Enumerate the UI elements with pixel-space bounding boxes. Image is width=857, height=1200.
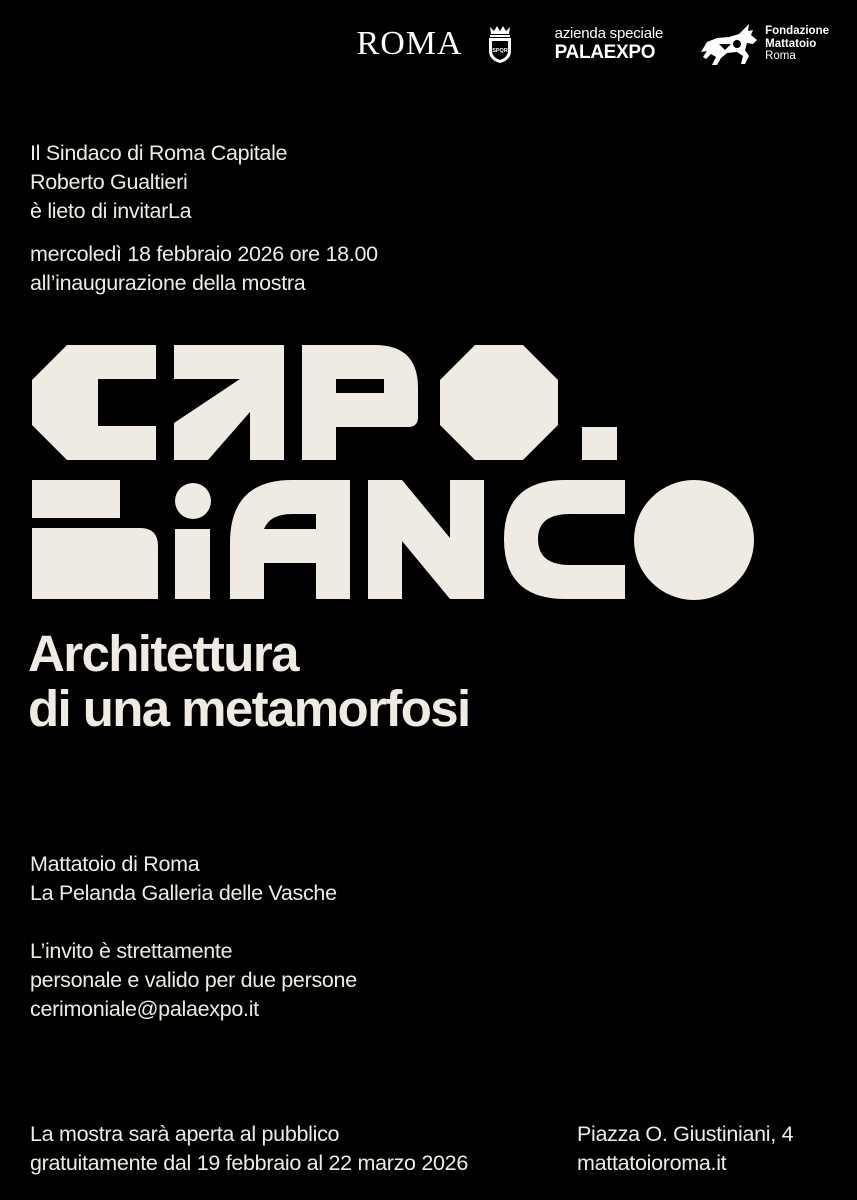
venue-name: Mattatoio di Roma — [30, 852, 200, 876]
street-address: Piazza O. Giustiniani, 4 — [577, 1122, 794, 1146]
event-date-block — [30, 240, 378, 298]
opening-line: gratuitamente dal 19 febbraio al 22 marzo 2026 — [30, 1151, 468, 1175]
intro-line: Roberto Gualtieri — [30, 170, 188, 194]
fondazione-mattatoio-logo: Fondazione Mattatoio Roma — [699, 22, 829, 66]
venue-room: La Pelanda Galleria delle Vasche — [30, 881, 337, 905]
roma-capitale-crest-icon — [485, 24, 515, 64]
website-url: mattatoioroma.it — [577, 1151, 727, 1175]
title-letter-o2 — [634, 480, 754, 600]
mattatoio-bull-icon — [699, 22, 761, 66]
notice-line: L’invito è strettamente — [30, 939, 233, 963]
title-letter-n — [368, 480, 484, 599]
title-letter-a2 — [230, 480, 350, 599]
svg-text:SPQR: SPQR — [491, 48, 508, 54]
intro-line: è lieto di invitarLa — [30, 199, 192, 223]
invitation-intro — [30, 139, 287, 226]
title-letter-a — [174, 345, 284, 460]
exhibition-subtitle — [28, 626, 470, 736]
event-date: mercoledì 18 febbraio 2026 ore 18.00 — [30, 242, 378, 266]
event-purpose: all’inaugurazione della mostra — [30, 271, 306, 295]
notice-line: personale e valido per due persone — [30, 968, 357, 992]
partner-logos — [357, 18, 829, 70]
roma-logo: ROMA — [356, 25, 463, 62]
title-letter-i-dot — [175, 483, 211, 519]
public-opening-info — [30, 1120, 468, 1178]
title-letter-c2 — [504, 480, 625, 599]
title-letter-p — [302, 345, 418, 460]
title-letter-b — [32, 480, 158, 599]
contact-email: cerimoniale@palaexpo.it — [30, 997, 259, 1021]
subtitle-line: di una metamorfosi — [28, 680, 470, 737]
title-letter-i — [175, 529, 210, 599]
title-letter-c — [32, 345, 156, 460]
opening-line: La mostra sarà aperta al pubblico — [30, 1122, 340, 1146]
title-period — [582, 427, 617, 460]
venue-block — [30, 850, 337, 908]
palaexpo-logo: azienda speciale PALAEXPO — [554, 25, 664, 63]
address-block — [577, 1120, 793, 1178]
title-letter-o — [440, 345, 558, 460]
invitation-notice — [30, 937, 357, 1024]
exhibition-title-lettering — [30, 343, 770, 603]
intro-line: Il Sindaco di Roma Capitale — [30, 141, 288, 165]
subtitle-line: Architettura — [28, 625, 298, 682]
